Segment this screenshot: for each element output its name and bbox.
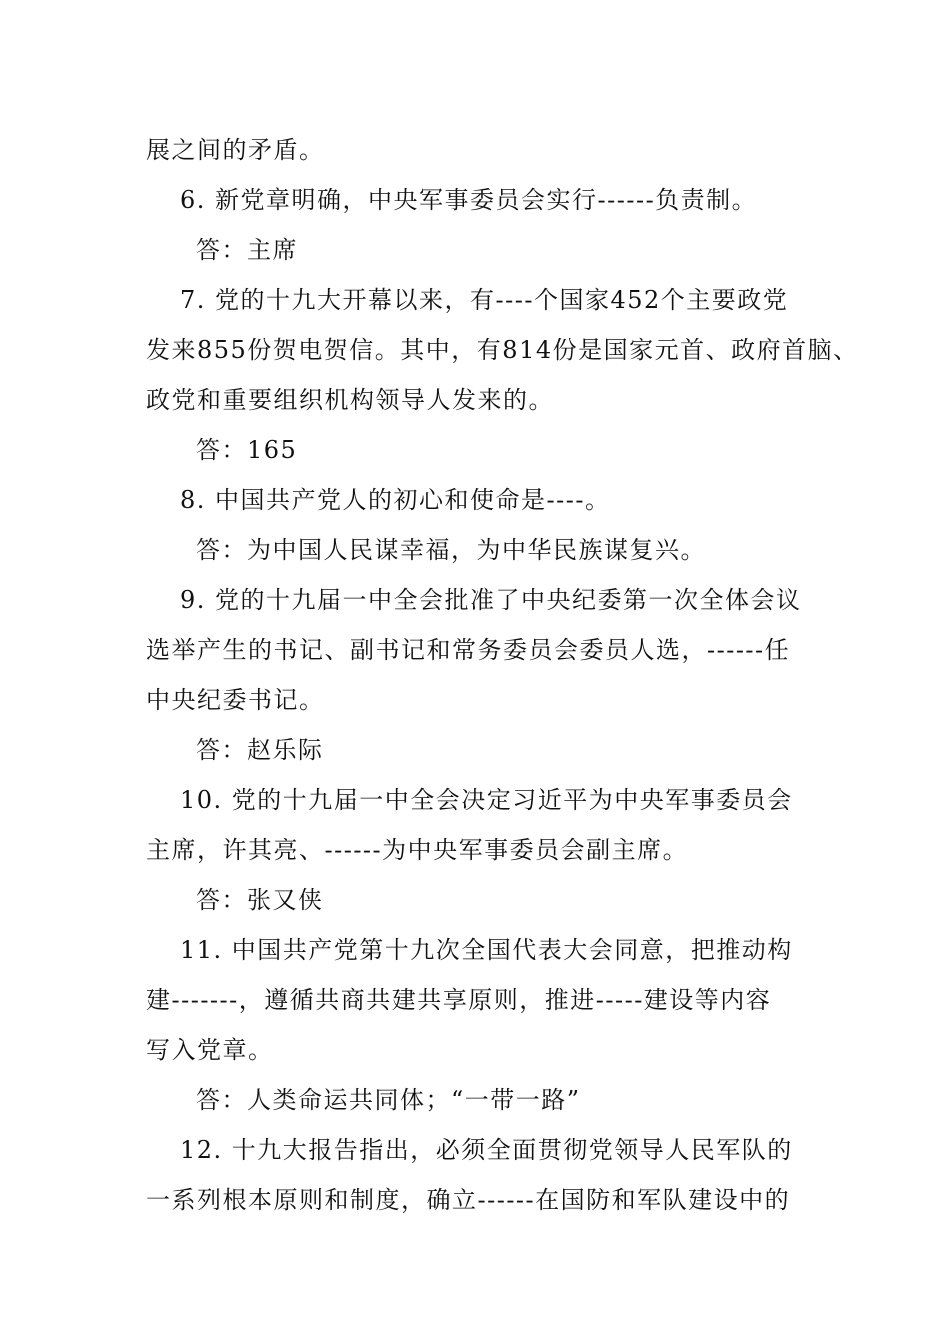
question-9: 9. 党的十九届一中全会批准了中央纪委第一次全体会议: [180, 586, 802, 614]
question-10: 10. 党的十九届一中全会决定习近平为中央军事委员会: [180, 786, 793, 814]
answer-7: 答：165: [196, 436, 298, 464]
text-line: 一系列根本原则和制度，确立------在国防和军队建设中的: [146, 1186, 791, 1214]
text-line: 建-------，遵循共商共建共享原则，推进-----建设等内容: [146, 986, 772, 1014]
question-12: 12. 十九大报告指出，必须全面贯彻党领导人民军队的: [180, 1136, 793, 1164]
question-11: 11. 中国共产党第十九次全国代表大会同意，把推动构: [180, 936, 793, 964]
answer-9: 答：赵乐际: [196, 736, 324, 764]
answer-10: 答：张又侠: [196, 886, 324, 914]
answer-11: 答：人类命运共同体；“一带一路”: [196, 1086, 581, 1114]
text-line: 展之间的矛盾。: [146, 136, 325, 164]
answer-6: 答：主席: [196, 236, 298, 264]
text-line: 中央纪委书记。: [146, 686, 325, 714]
question-6: 6. 新党章明确，中央军事委员会实行------负责制。: [180, 186, 758, 214]
question-7: 7. 党的十九大开幕以来，有----个国家452个主要政党: [180, 286, 789, 314]
text-line: 政党和重要组织机构领导人发来的。: [146, 386, 554, 414]
text-line: 写入党章。: [146, 1036, 274, 1064]
text-line: 选举产生的书记、副书记和常务委员会委员人选，------任: [146, 636, 791, 664]
text-line: 发来855份贺电贺信。其中，有814份是国家元首、政府首脑、: [146, 336, 859, 364]
answer-8: 答：为中国人民谋幸福，为中华民族谋复兴。: [196, 536, 706, 564]
question-8: 8. 中国共产党人的初心和使命是----。: [180, 486, 611, 514]
text-line: 主席，许其亮、------为中央军事委员会副主席。: [146, 836, 689, 864]
